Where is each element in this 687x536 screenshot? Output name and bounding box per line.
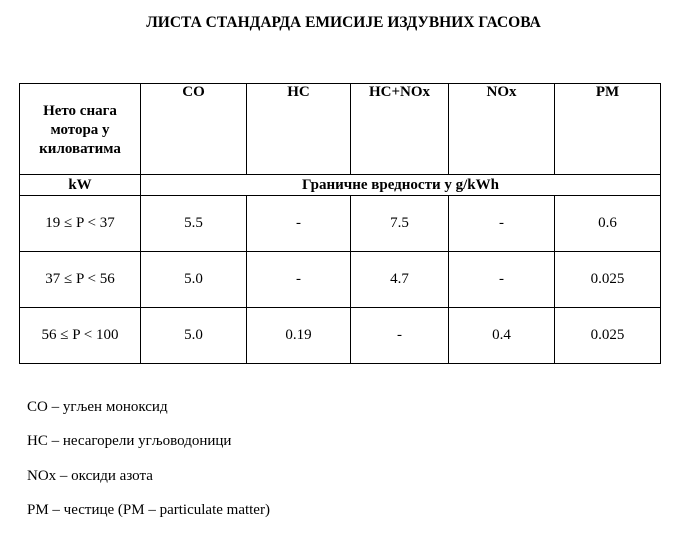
power-header-line-2: мотора у bbox=[50, 122, 110, 138]
column-header-nox: NOx bbox=[449, 84, 555, 175]
pm-value-cell: 0.025 bbox=[555, 252, 661, 308]
hc-nox-value-cell: 7.5 bbox=[351, 196, 449, 252]
emission-standards-table bbox=[19, 83, 661, 364]
power-range-cell: 19 ≤ P < 37 bbox=[20, 196, 141, 252]
nox-value-cell: - bbox=[449, 196, 555, 252]
legend-item-co: CO – угљен моноксид bbox=[27, 399, 168, 415]
pm-value-cell: 0.6 bbox=[555, 196, 661, 252]
nox-value-cell: 0.4 bbox=[449, 308, 555, 364]
legend-item-nox: NOx – оксиди азота bbox=[27, 468, 153, 484]
co-value-cell: 5.0 bbox=[141, 252, 247, 308]
hc-nox-value-cell: 4.7 bbox=[351, 252, 449, 308]
column-header-co: CO bbox=[141, 84, 247, 175]
column-header-pm: PM bbox=[555, 84, 661, 175]
column-header-hc: HC bbox=[247, 84, 351, 175]
table-row bbox=[20, 308, 661, 364]
table-row bbox=[20, 252, 661, 308]
unit-label: kW bbox=[20, 175, 141, 196]
table-row bbox=[20, 196, 661, 252]
limit-values-label: Граничне вредности у g/kWh bbox=[141, 175, 661, 196]
unit-row bbox=[20, 175, 661, 196]
legend-item-pm: PM – честице (PM – particulate matter) bbox=[27, 502, 270, 518]
power-range-cell: 37 ≤ P < 56 bbox=[20, 252, 141, 308]
hc-value-cell: - bbox=[247, 196, 351, 252]
hc-value-cell: 0.19 bbox=[247, 308, 351, 364]
pm-value-cell: 0.025 bbox=[555, 308, 661, 364]
legend-item-hc: HC – несагорели угљоводоници bbox=[27, 433, 232, 449]
nox-value-cell: - bbox=[449, 252, 555, 308]
power-header bbox=[20, 84, 141, 175]
co-value-cell: 5.5 bbox=[141, 196, 247, 252]
page-title: ЛИСТА СТАНДАРДА ЕМИСИЈЕ ИЗДУВНИХ ГАСОВА bbox=[146, 14, 541, 31]
hc-value-cell: - bbox=[247, 252, 351, 308]
power-header-line-1: Нето снага bbox=[43, 103, 117, 119]
header-row bbox=[20, 84, 661, 175]
power-range-cell: 56 ≤ P < 100 bbox=[20, 308, 141, 364]
co-value-cell: 5.0 bbox=[141, 308, 247, 364]
power-header-line-3: киловатима bbox=[39, 141, 121, 157]
hc-nox-value-cell: - bbox=[351, 308, 449, 364]
column-header-hc-nox: HC+NOx bbox=[351, 84, 449, 175]
